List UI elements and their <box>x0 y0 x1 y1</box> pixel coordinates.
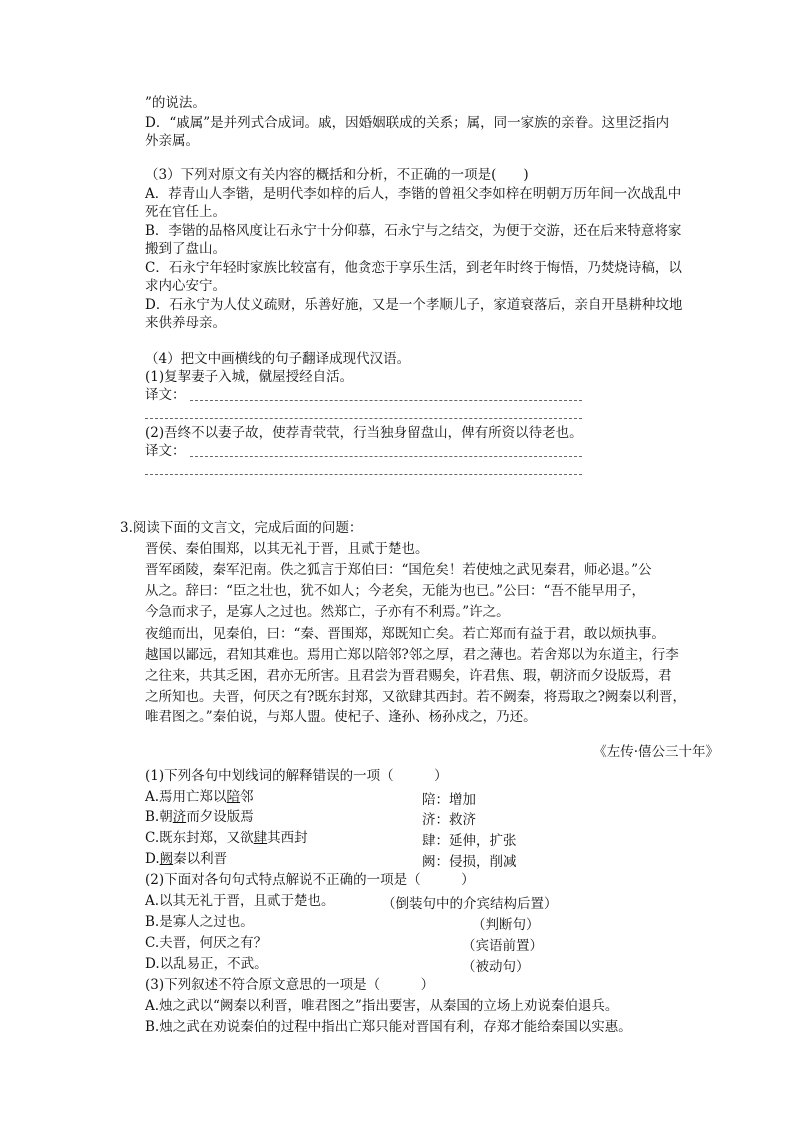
q3-sub2-note-c: （宾语前置） <box>462 938 543 954</box>
underlined-word: 阙 <box>159 851 174 867</box>
q3-sub3-option-a: A.烛之武以“阙秦以利晋，唯君图之”指出要害，从秦国的立场上劝说秦伯退兵。 <box>145 998 619 1014</box>
answer-line[interactable] <box>190 456 582 457</box>
passage-line: 晋侯、秦伯围郑，以其无礼于晋，且贰于楚也。 <box>145 541 429 557</box>
q3-sub1-gloss-b: 济：救济 <box>422 812 476 828</box>
q3-sub2-option-b: B.是寡人之过也。 <box>145 914 254 930</box>
q2-sub4-sentence2: (2)吾终不以妻子故，使荐青茕茕，行当独身留盘山，俾有所资以待老也。 <box>145 425 583 441</box>
passage-line: 今急而求子，是寡人之过也。然郑亡，子亦有不利焉。”许之。 <box>145 604 510 620</box>
passage-line: 夜缒而出，见秦伯，曰：“秦、晋围郑，郑既知亡矣。若亡郑而有益于君，敢以烦执事。 <box>145 626 665 642</box>
passage-line: 唯君图之。”秦伯说，与郑人盟。使杞子、逢孙、杨孙戍之，乃还。 <box>145 709 537 725</box>
q3-sub1-option-d: D.阙秦以利晋 <box>145 851 228 867</box>
passage-line: 从之。辞曰：“臣之壮也，犹不如人；今老矣，无能为也已。”公曰：“吾不能早用子， <box>145 583 645 599</box>
q3-sub1-gloss-d: 阙：侵损，削减 <box>422 854 517 870</box>
q2-sub3-stem: （3）下列对原文有关内容的概括和分析，不正确的一项是( ) <box>145 167 529 183</box>
q3-sub2-option-d: D.以乱易正，不武。 <box>145 956 268 972</box>
answer-line[interactable] <box>145 418 582 419</box>
q3-sub2-note-a: （倒装句中的介宾结构后置） <box>382 896 558 912</box>
q2-sub3-d1: D．石永宁为人仗义疏财，乐善好施，又是一个孝顺儿子，家道衰落后，亲自开垦耕种坟地 <box>145 297 683 313</box>
answer-line[interactable] <box>145 474 582 475</box>
q3-sub2-stem: (2)下面对各句句式特点解说不正确的一项是（ ） <box>145 872 475 888</box>
q2-sub3-b1: B．李锴的品格风度让石永宁十分仰慕，石永宁与之结交，为便于交游，还在后来特意将家 <box>145 223 682 239</box>
q3-sub2-note-b: （判断句） <box>472 917 540 933</box>
q3-intro: 3.阅读下面的文言文，完成后面的问题： <box>120 520 363 536</box>
q3-sub2-note-d: （被动句） <box>462 959 530 975</box>
underlined-word: 济 <box>172 809 187 825</box>
underlined-word: 肆 <box>253 830 268 846</box>
q3-sub1-gloss-a: 陪：增加 <box>422 792 476 808</box>
q2-sub3-a1: A．荐青山人李锴，是明代李如梓的后人，李锴的曾祖父李如梓在明朝万历年间一次战乱中 <box>145 186 682 202</box>
q2-sub4-sentence1: (1)复挈妻子入城，僦屋授经自活。 <box>145 369 354 385</box>
passage-source: 《左传·僖公三十年》 <box>593 744 719 760</box>
q3-sub3-option-b: B.烛之武在劝说秦伯的过程中指出亡郑只能对晋国有利，存郑才能给秦国以实惠。 <box>145 1019 632 1035</box>
q3-sub3-stem: (3)下列叙述不符合原文意思的一项是（ ） <box>145 977 435 993</box>
q2-d-tail: ”的说法。 <box>145 95 206 111</box>
passage-line: 越国以鄙远，君知其难也。焉用亡郑以陪邻?邻之厚，君之薄也。若舍郑以为东道主，行李 <box>145 647 679 663</box>
q2-sub3-c1: C．石永宁年轻时家族比较富有，他贪恋于享乐生活，到老年时终于悔悟，乃焚烧诗稿，以 <box>145 260 682 276</box>
passage-line: 之往来，共其乏困，君亦无所害。且君尝为晋君赐矣，许君焦、瑕，朝济而夕设版焉，君 <box>145 668 672 684</box>
q2-sub3-d2: 来供养母亲。 <box>145 315 226 331</box>
q2-option-d-line1: D．“戚属”是并列式合成词。戚，因婚姻联成的关系；属，同一家族的亲眷。这里泛指内 <box>145 115 670 131</box>
q3-sub1-stem: (1)下列各句中划线词的解释错误的一项（ ） <box>145 768 448 784</box>
q3-sub1-gloss-c: 肆：延伸，扩张 <box>422 833 517 849</box>
q2-sub3-b2: 搬到了盘山。 <box>145 241 226 257</box>
q3-sub1-option-a: A.焉用亡郑以陪邻 <box>145 789 254 805</box>
answer-line[interactable] <box>190 400 582 401</box>
passage-line: 之所知也。夫晋，何厌之有?既东封郑，又欲肆其西封。若不阙秦，将焉取之?阙秦以利晋， <box>145 689 686 705</box>
underlined-word: 陪 <box>226 789 241 805</box>
q3-sub2-option-a: A.以其无礼于晋，且贰于楚也。 <box>145 893 335 909</box>
q3-sub1-option-c: C.既东封郑，又欲肆其西封 <box>145 830 308 846</box>
q3-sub2-option-c: C.夫晋，何厌之有？ <box>145 935 268 951</box>
q2-sub4-stem: （4）把文中画横线的句子翻译成现代汉语。 <box>145 351 411 367</box>
q2-sub3-c2: 求内心安宁。 <box>145 278 226 294</box>
q2-option-d-line2: 外亲属。 <box>145 133 199 149</box>
q2-sub3-a2: 死在官任上。 <box>145 204 226 220</box>
q2-sub4-label2: 译文： <box>145 443 186 459</box>
q2-sub4-label1: 译文： <box>145 387 186 403</box>
passage-line: 晋军函陵，秦军汜南。佚之狐言于郑伯曰：“国危矣！若使烛之武见秦君，师必退。”公 <box>145 562 652 578</box>
q3-sub1-option-b: B.朝济而夕设版焉 <box>145 809 254 825</box>
